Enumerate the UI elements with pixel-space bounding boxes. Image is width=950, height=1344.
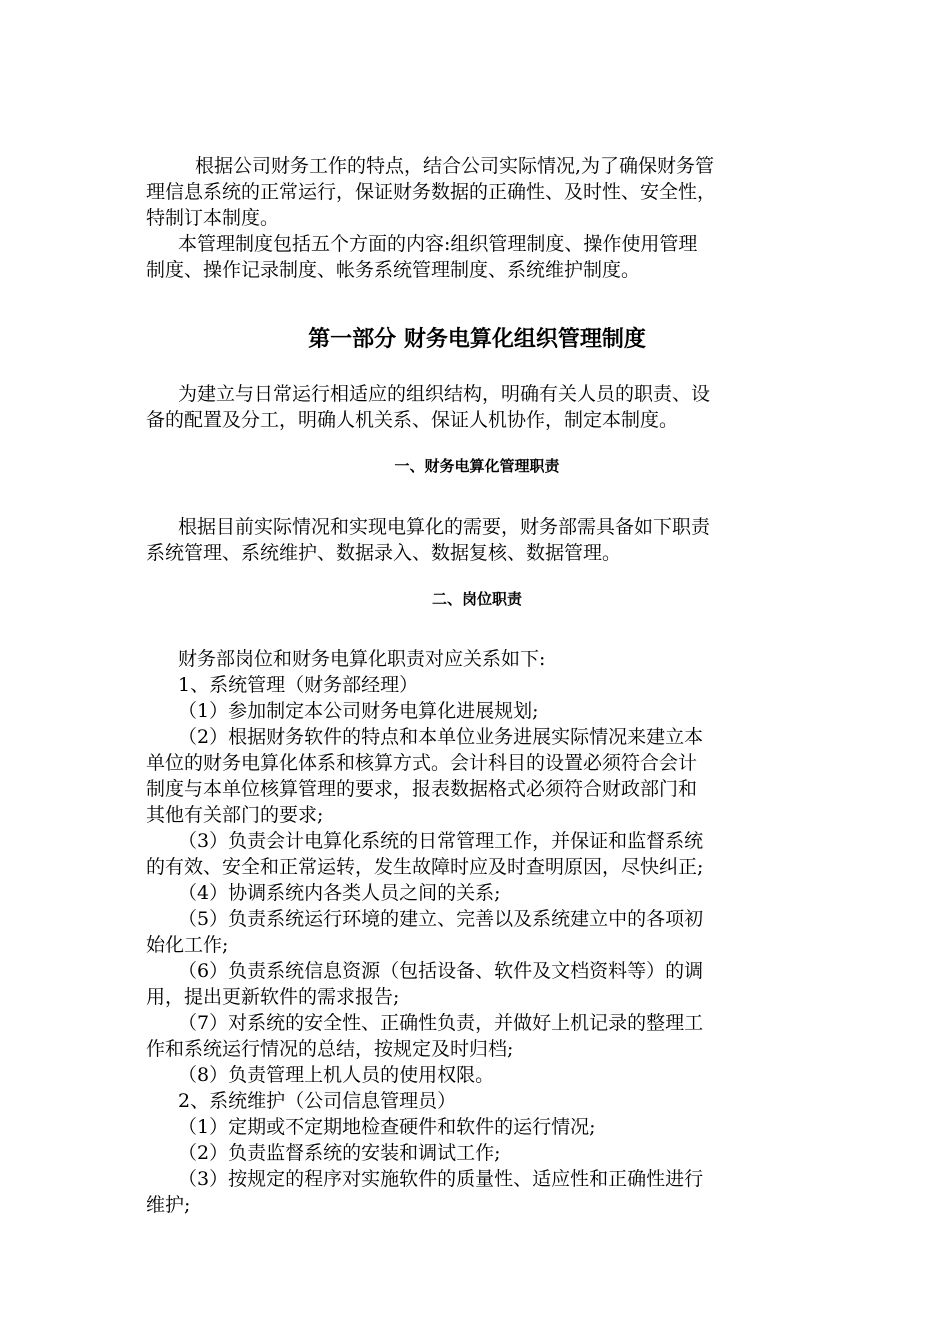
list-item: （4）协调系统内各类人员之间的关系; (178, 882, 501, 904)
text-line: 始化工作; (146, 934, 229, 956)
list-item: （3）按规定的程序对实施软件的质量性、适应性和正确性进行 (178, 1168, 704, 1190)
text-line: 理信息系统的正常运行，保证财务数据的正确性、及时性、安全性， (146, 181, 717, 203)
list-item: 2、系统维护（公司信息管理员） (178, 1090, 457, 1112)
list-item: （1）定期或不定期地检查硬件和软件的运行情况; (178, 1116, 596, 1138)
intro-paragraph-2 (146, 231, 808, 283)
list-item: （1）参加制定本公司财务电算化进展规划; (178, 700, 539, 722)
text-line: 根据公司财务工作的特点，结合公司实际情况,为了确保财务管 (176, 155, 715, 177)
text-line: 单位的财务电算化体系和核算方式。会计科目的设置必须符合会计 (146, 752, 698, 774)
list-item: （3）负责会计电算化系统的日常管理工作，并保证和监督系统 (178, 830, 704, 852)
list-item: （7）对系统的安全性、正确性负责，并做好上机记录的整理工 (178, 1012, 704, 1034)
list-item: 1、系统管理（财务部经理） (178, 674, 419, 696)
section-1-paragraph (146, 514, 808, 566)
section-2-body (146, 646, 808, 1218)
text-line: 制度与本单位核算管理的要求，报表数据格式必须符合财政部门和 (146, 778, 698, 800)
text-line: 用，提出更新软件的需求报告; (146, 986, 400, 1008)
list-item: （2）负责监督系统的安装和调试工作; (178, 1142, 501, 1164)
part-title: 第一部分 财务电算化组织管理制度 (308, 327, 646, 352)
text-line: 维护; (146, 1194, 191, 1216)
text-line: 特制订本制度。 (146, 207, 280, 229)
part-intro-paragraph (146, 381, 808, 433)
list-item: （6）负责系统信息资源（包括设备、软件及文档资料等）的调 (178, 960, 704, 982)
text-line: 备的配置及分工，明确人机关系、保证人机协作，制定本制度。 (146, 409, 679, 431)
intro-paragraph-1 (146, 153, 808, 231)
section-heading-2: 二、岗位职责 (431, 590, 522, 608)
section-heading-1: 一、财务电算化管理职责 (394, 457, 560, 475)
text-line: 系统管理、系统维护、数据录入、数据复核、数据管理。 (146, 542, 622, 564)
text-line: 根据目前实际情况和实现电算化的需要，财务部需具备如下职责 (178, 516, 711, 538)
text-line: 其他有关部门的要求; (146, 804, 324, 826)
list-item: （8）负责管理上机人员的使用权限。 (178, 1064, 495, 1086)
list-item: （2）根据财务软件的特点和本单位业务进展实际情况来建立本 (178, 726, 704, 748)
text-line: 制度、操作记录制度、帐务系统管理制度、系统维护制度。 (146, 259, 641, 281)
text-line: 财务部岗位和财务电算化职责对应关系如下: (178, 648, 546, 670)
list-item: （5）负责系统运行环境的建立、完善以及系统建立中的各项初 (178, 908, 704, 930)
text-line: 本管理制度包括五个方面的内容:组织管理制度、操作使用管理 (178, 233, 698, 255)
text-line: 为建立与日常运行相适应的组织结构，明确有关人员的职责、设 (178, 383, 711, 405)
text-line: 作和系统运行情况的总结，按规定及时归档; (146, 1038, 514, 1060)
text-line: 的有效、安全和正常运转，发生故障时应及时查明原因，尽快纠正; (146, 856, 704, 878)
